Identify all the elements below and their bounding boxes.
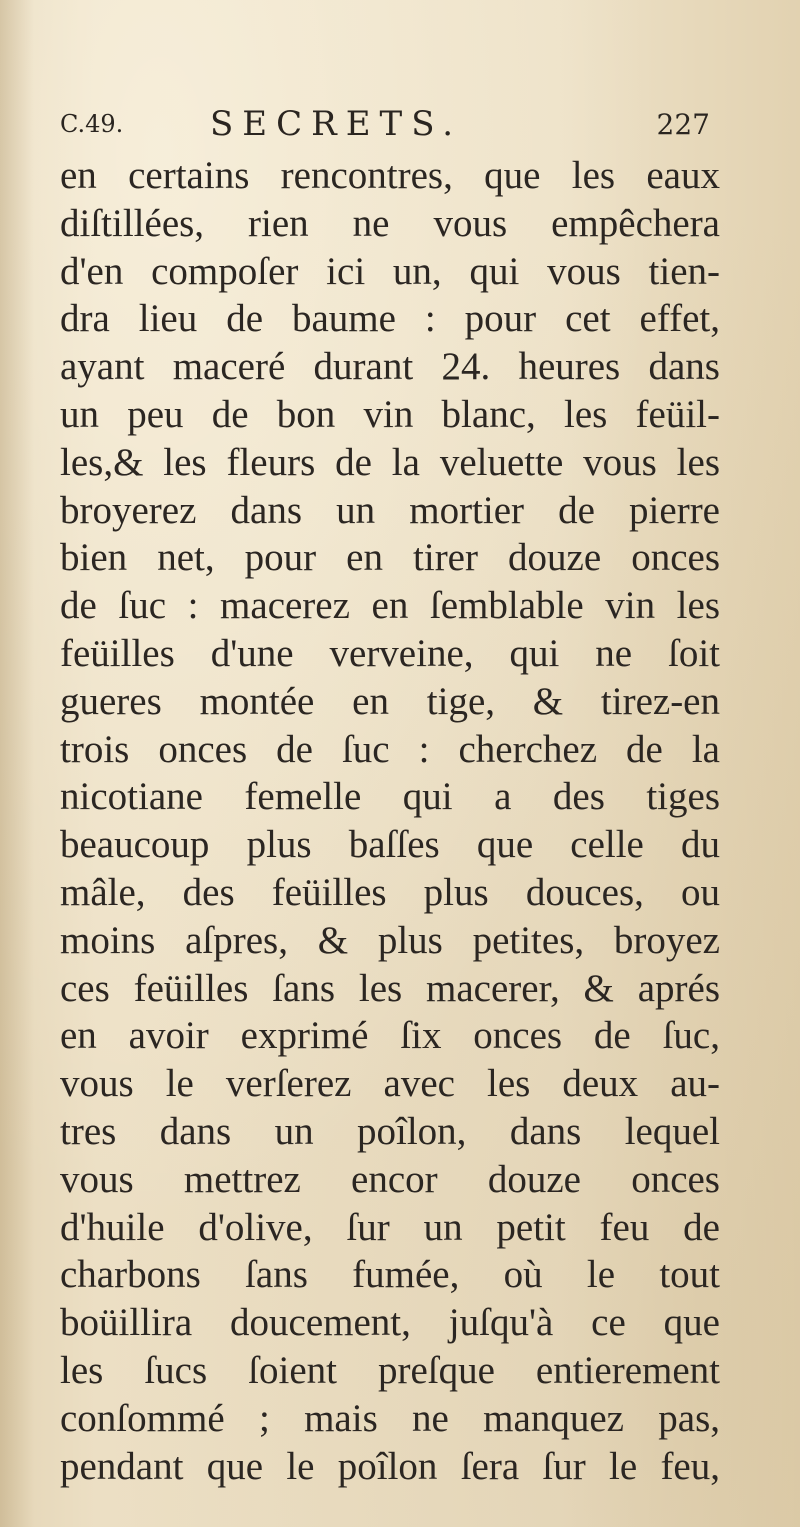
text-line: les,& les fleurs de la veluette vous les <box>60 440 720 484</box>
text-line: tres dans un poîlon, dans lequel <box>60 1109 720 1153</box>
text-line: vous mettrez encor douze onces <box>60 1157 720 1201</box>
text-line: nicotiane femelle qui a des tiges <box>60 775 720 819</box>
text-line: vous le verſerez avec les deux au- <box>60 1062 720 1106</box>
text-line: beaucoup plus baſſes que celle du <box>60 823 720 867</box>
page-header <box>60 104 710 148</box>
text-line: diſtillées, rien ne vous empêchera <box>60 201 720 245</box>
text-line: moins aſpres, & plus petites, broyez <box>60 918 720 962</box>
text-line: trois onces de ſuc : cherchez de la <box>60 727 720 771</box>
text-line: dra lieu de baume : pour cet effet, <box>60 297 720 341</box>
text-line: un peu de bon vin blanc, les feüil- <box>60 392 720 436</box>
text-line: conſommé ; mais ne manquez pas, <box>60 1396 720 1440</box>
body-text <box>60 152 720 1490</box>
text-line: pendant que le poîlon ſera ſur le feu, <box>60 1444 720 1488</box>
text-line: en avoir exprimé ſix onces de ſuc, <box>60 1014 720 1058</box>
text-line: charbons ſans fumée, où le tout <box>60 1253 720 1297</box>
text-line: boüillira doucement, juſqu'à ce que <box>60 1301 720 1345</box>
text-line: d'huile d'olive, ſur un petit feu de <box>60 1205 720 1249</box>
text-line: ces feüilles ſans les macerer, & aprés <box>60 966 720 1010</box>
text-line: mâle, des feüilles plus douces, ou <box>60 870 720 914</box>
text-line: en certains rencontres, que les eaux <box>60 154 720 197</box>
text-line: feüilles d'une verveine, qui ne ſoit <box>60 631 720 675</box>
text-line: bien net, pour en tirer douze onces <box>60 536 720 580</box>
page-gutter-shadow <box>0 0 34 1527</box>
signature-mark: C.49. <box>60 110 124 138</box>
running-title: SECRETS. <box>210 104 463 144</box>
text-line: les ſucs ſoient preſque entierement <box>60 1348 720 1392</box>
text-line: de ſuc : macerez en ſemblable vin les <box>60 584 720 628</box>
page-number: 227 <box>656 108 710 141</box>
text-line: broyerez dans un mortier de pierre <box>60 488 720 532</box>
text-line: d'en compoſer ici un, qui vous tien- <box>60 249 720 293</box>
text-line: gueres montée en tige, & tirez-en <box>60 679 720 723</box>
text-line: ayant maceré durant 24. heures dans <box>60 345 720 389</box>
